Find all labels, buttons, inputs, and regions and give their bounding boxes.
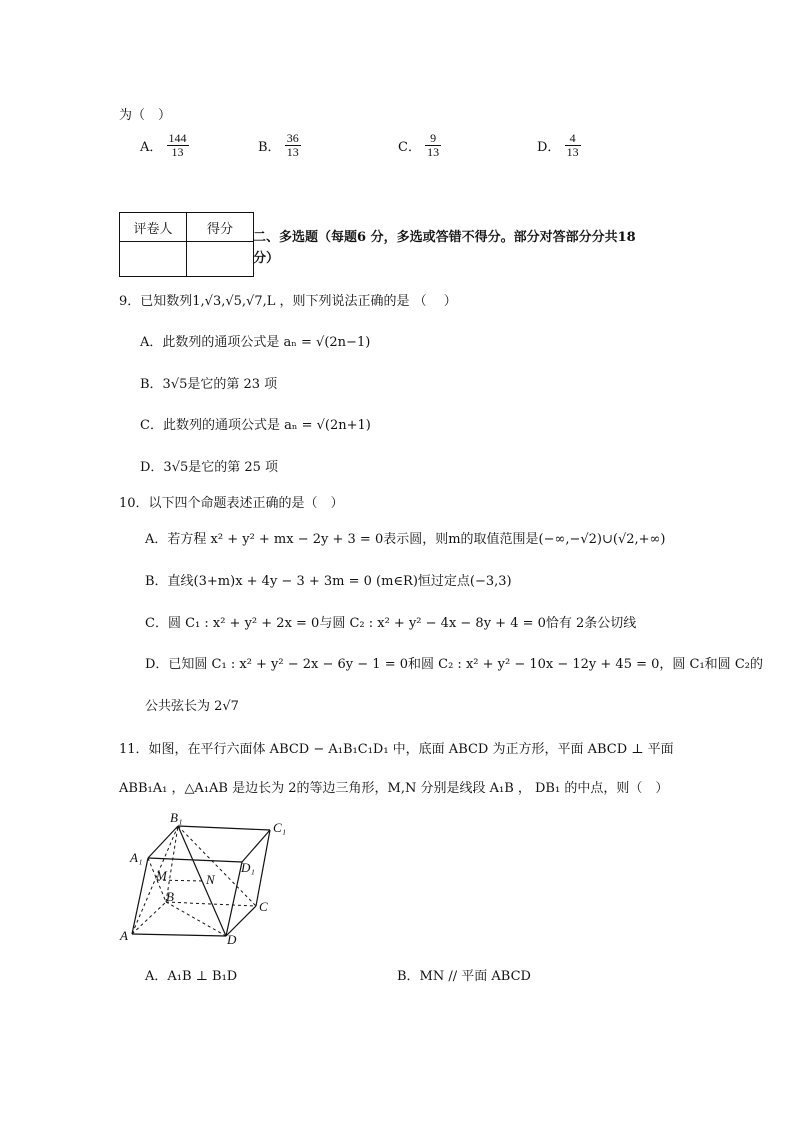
q8-option-d [537,132,581,159]
grader-cell [120,242,187,277]
q9-option-b: B．3√5是它的第 23 项 [140,377,278,392]
fraction [565,132,581,159]
edge-a1d1 [148,858,242,862]
score-table [119,212,254,277]
grader-header: 评卷人 [120,213,187,242]
edge-ab-hidden [132,902,166,934]
edge-ad [132,934,226,936]
label-c1: C₁ [273,820,287,835]
section-heading-line2: 分） [253,251,280,266]
q11-option-b: B．MN // 平面 ABCD [397,969,531,984]
q10-option-c: C．圆 C₁ : x² + y² + 2x = 0与圆 C₂ : x² + y² − 4x − 8y + 4 = 0恰有 2条公切线 [145,616,637,631]
q11-stem-line1: 11．如图，在平行六面体 ABCD − A₁B₁C₁D₁ 中，底面 ABCD 为正方形，平面 ABCD ⊥ 平面 [119,742,674,757]
edge-a1a [132,858,148,934]
label-m: M [156,868,167,883]
numerator: 9 [425,132,441,146]
q9-option-c: C．此数列的通项公式是 aₙ = √(2n+1) [140,418,371,433]
label-c: C [259,899,268,914]
q10-option-d-continued: 公共弦长为 2√7 [145,699,239,714]
q9-option-d: D．3√5是它的第 25 项 [140,460,279,475]
option-label: D． [537,140,561,155]
numerator: 144 [168,131,187,145]
q10-stem: 10．以下四个命题表述正确的是（ ） [119,496,344,511]
edge-bd-hidden [166,902,226,936]
parallelepiped-figure [118,810,298,950]
q10-option-a: A．若方程 x² + y² + mx − 2y + 3 = 0表示圆，则m的取值范围是(−∞,−√2)∪(√2,+∞) [145,532,666,547]
edge-d1d [226,862,242,936]
edge-d1c1 [242,830,270,862]
q10-option-b: B．直线(3+m)x + 4y − 3 + 3m = 0 (m∈R)恒过定点(−3,3) [145,574,512,589]
label-d1: D₁ [241,860,255,875]
label-a1: A₁ [130,850,143,865]
q10-option-d: D．已知圆 C₁ : x² + y² − 2x − 6y − 1 = 0和圆 C₂ : x² + y² − 10x − 12y + 45 = 0，圆 C₁和圆 C₂的 [145,657,763,672]
score-header: 得分 [187,213,254,242]
section-heading-line1: 二、多选题（每题6 分，多选或答错不得分。部分对答部分分共18 [253,230,636,245]
label-a: A [120,928,128,943]
q9-stem: 9．已知数列1,√3,√5,√7,L ，则下列说法正确的是 （ ） [119,294,457,309]
q8-stem-tail: 为（ ） [119,108,172,123]
edge-b1c1 [178,826,270,830]
q8-option-a [140,132,189,159]
numerator: 36 [286,131,299,145]
q8-option-b [258,132,301,159]
label-b: B [166,889,174,904]
edge-c1c [256,830,270,906]
label-b1: B₁ [170,810,183,825]
option-label: C． [398,140,421,155]
q11-stem-line2: ABB₁A₁ ，△A₁AB 是边长为 2的等边三角形，M,N 分别是线段 A₁B ， DB₁ 的中点，则（ ） [119,781,669,796]
fraction [285,132,301,159]
q11-option-a: A．A₁B ⊥ B₁D [145,969,238,984]
denominator: 13 [566,145,579,159]
label-n: N [206,872,215,887]
q9-option-a: A．此数列的通项公式是 aₙ = √(2n−1) [140,335,371,350]
option-label: A． [140,140,163,155]
score-cell [187,242,254,277]
fraction [425,132,441,159]
denominator: 13 [427,145,440,159]
q8-option-c [398,132,441,159]
numerator: 4 [565,132,581,146]
edge-b1d [178,826,226,936]
denominator: 13 [171,145,184,159]
label-d: D [227,932,237,947]
denominator: 13 [286,145,299,159]
fraction [167,132,189,159]
option-label: B． [258,140,281,155]
